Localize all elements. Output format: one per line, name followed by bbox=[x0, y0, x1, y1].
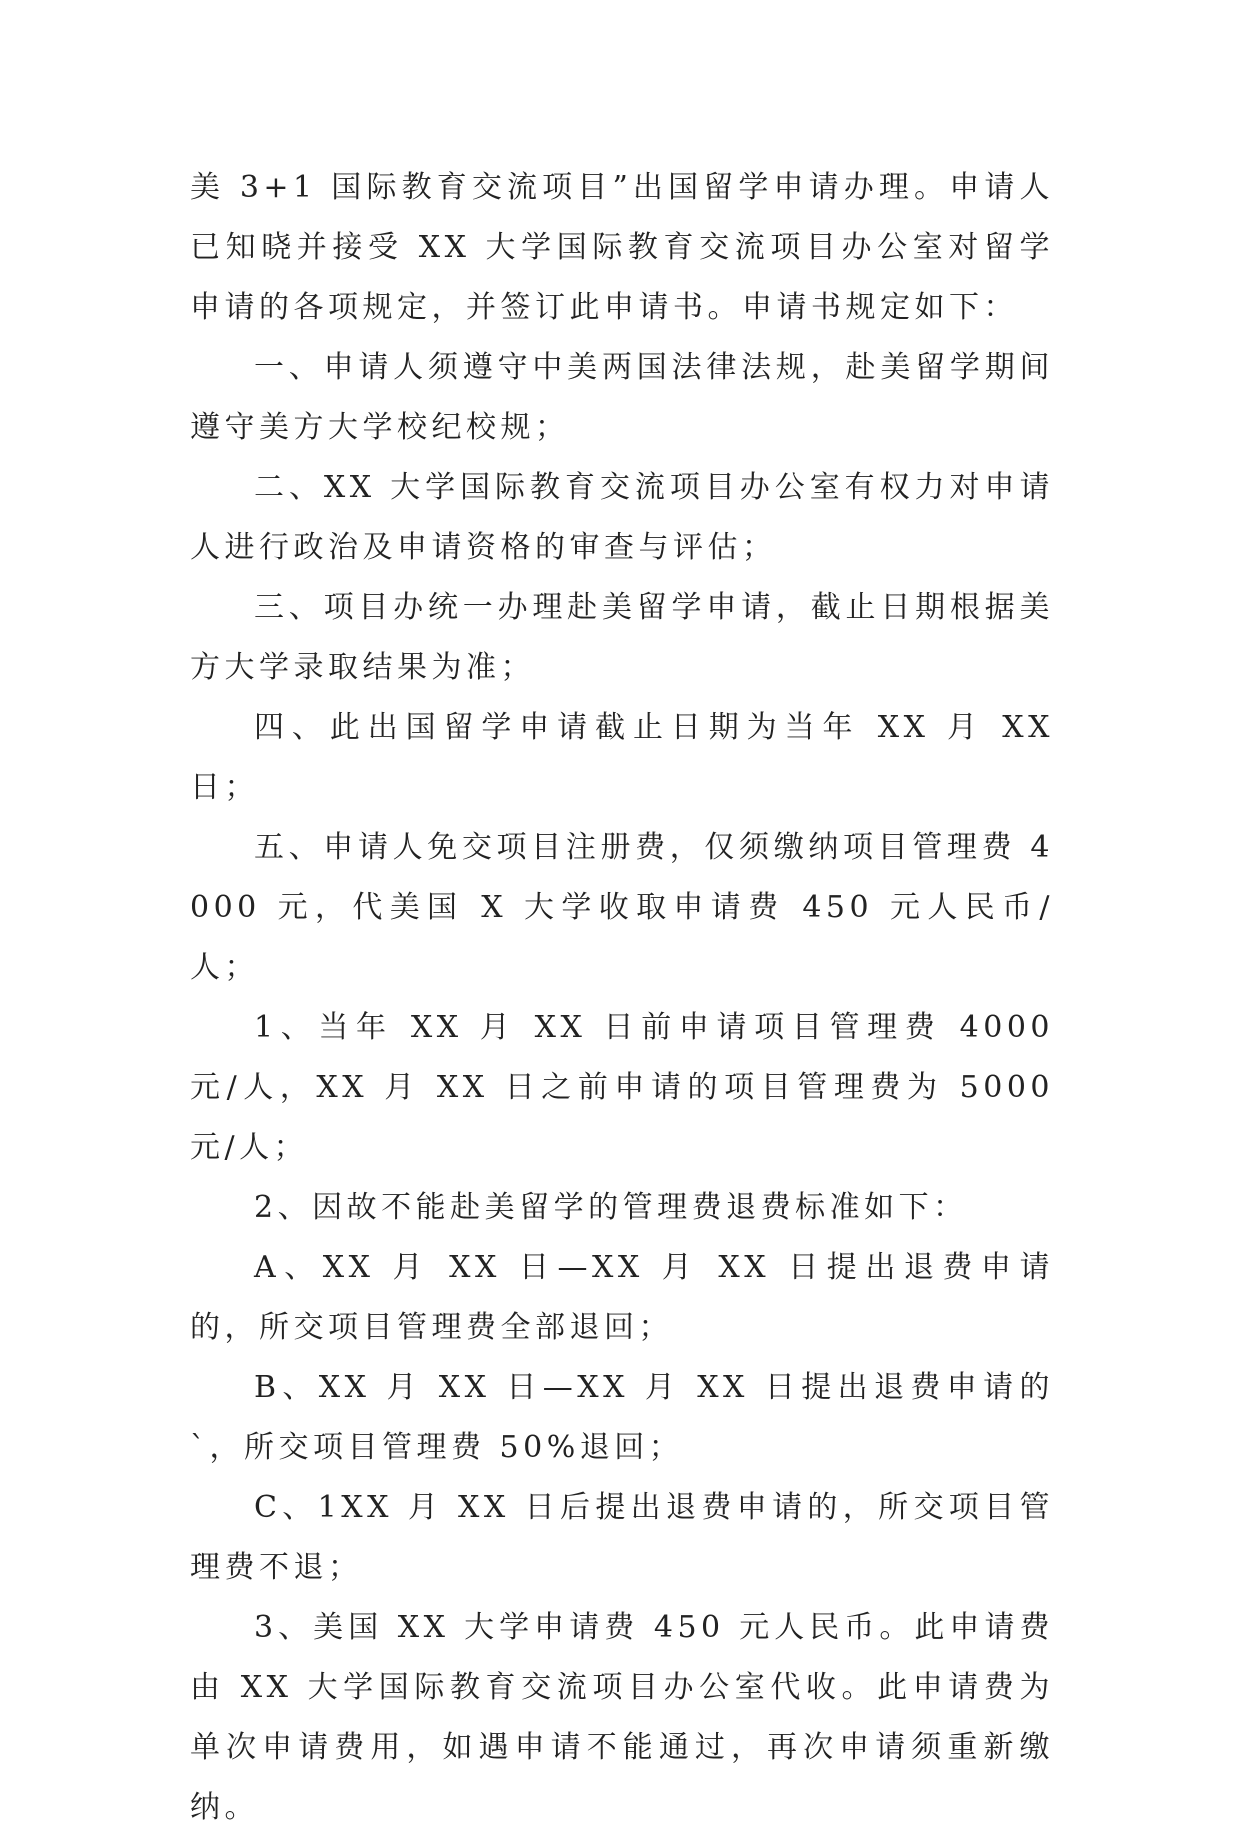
paragraph-fee-item-2: 2、因故不能赴美留学的管理费退费标准如下： bbox=[254, 1190, 968, 1225]
paragraph-refund-c: C、1XX 月 XX 日后提出退费申请的，所交项目管理费不退； bbox=[190, 1490, 1054, 1585]
paragraph-refund-a: A、XX 月 XX 日—XX 月 XX 日提出退费申请的，所交项目管理费全部退回； bbox=[190, 1250, 1054, 1345]
paragraph-fee-item-1: 1、当年 XX 月 XX 日前申请项目管理费 4000 元/人，XX 月 XX 日之前申请的项目管理费为 5000 元/人； bbox=[190, 1010, 1054, 1165]
paragraph-rule-1: 一、申请人须遵守中美两国法律法规，赴美留学期间遵守美方大学校纪校规； bbox=[190, 350, 1054, 445]
paragraph-rule-5: 五、申请人免交项目注册费，仅须缴纳项目管理费 4000 元，代美国 X 大学收取申请费 450 元人民币/人； bbox=[190, 830, 1054, 985]
paragraph-rule-4: 四、此出国留学申请截止日期为当年 XX 月 XX 日； bbox=[190, 710, 1054, 805]
paragraph-rule-3: 三、项目办统一办理赴美留学申请，截止日期根据美方大学录取结果为准； bbox=[190, 590, 1054, 685]
document-body bbox=[190, 158, 1054, 1838]
paragraph-fee-item-3: 3、美国 XX 大学申请费 450 元人民币。此申请费由 XX 大学国际教育交流项目办公室代收。此申请费为单次申请费用，如遇申请不能通过，再次申请须重新缴纳。 bbox=[190, 1610, 1054, 1825]
paragraph-rule-2: 二、XX 大学国际教育交流项目办公室有权力对申请人进行政治及申请资格的审查与评估； bbox=[190, 470, 1054, 565]
paragraph-intro: 美 3+1 国际教育交流项目”出国留学申请办理。申请人已知晓并接受 XX 大学国际教育交流项目办公室对留学申请的各项规定，并签订此申请书。申请书规定如下： bbox=[190, 170, 1054, 325]
paragraph-refund-b: B、XX 月 XX 日—XX 月 XX 日提出退费申请的`，所交项目管理费 50%退回； bbox=[190, 1370, 1054, 1465]
